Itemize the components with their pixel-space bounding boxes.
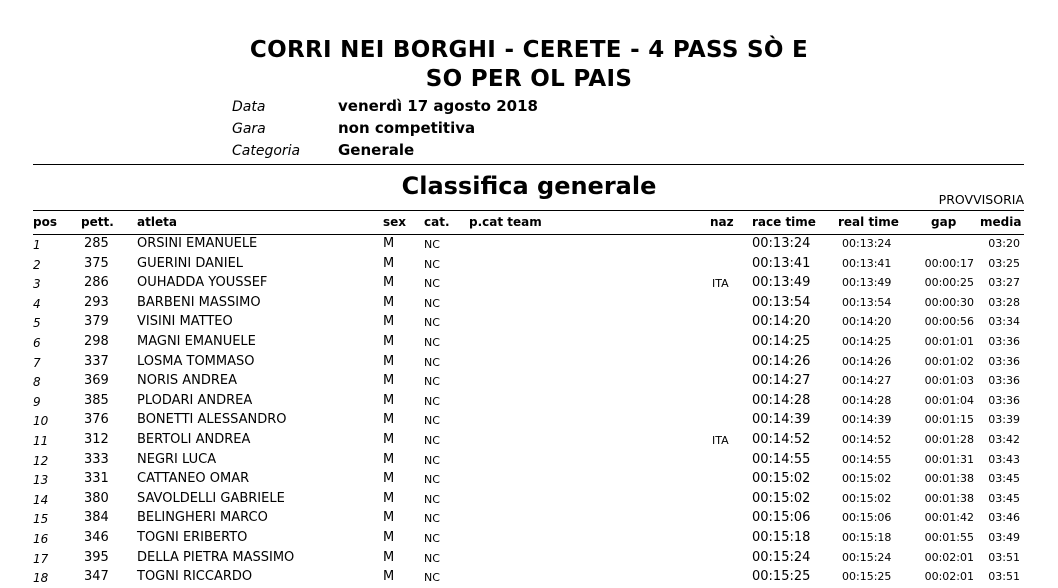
cell-race-time: 00:13:54: [752, 294, 811, 310]
cell-athlete-name: MAGNI EMANUELE: [137, 334, 256, 349]
cell-real-time: 00:15:24: [842, 550, 892, 564]
cell-bib-number: 379: [84, 314, 109, 330]
cell-bib-number: 376: [84, 412, 109, 428]
cell-category: NC: [424, 257, 440, 271]
cell-bib-number: 298: [84, 334, 109, 349]
cell-race-time: 00:14:25: [752, 334, 811, 349]
col-header-pcat-team: p.cat team: [469, 215, 542, 229]
table-row: [0, 235, 1058, 255]
cell-category: NC: [424, 277, 440, 291]
cell-real-time: 00:13:41: [842, 256, 892, 270]
table-row: [0, 509, 1058, 529]
cell-position: 15: [33, 512, 49, 527]
cell-pace: 03:49: [988, 531, 1020, 544]
cell-athlete-name: BARBENI MASSIMO: [137, 294, 261, 310]
cell-gap: 00:01:02: [924, 354, 974, 368]
cell-category: NC: [424, 414, 440, 428]
cell-bib-number: 395: [84, 549, 109, 565]
cell-athlete-name: OUHADDA YOUSSEF: [137, 275, 268, 291]
cell-pace: 03:45: [988, 491, 1020, 505]
table-top-divider: [33, 210, 1024, 211]
cell-sex: M: [383, 432, 395, 447]
cell-race-time: 00:14:27: [752, 373, 811, 389]
cell-pace: 03:39: [988, 413, 1020, 427]
cell-sex: M: [383, 334, 395, 349]
cell-bib-number: 333: [84, 451, 109, 467]
cell-pace: 03:46: [988, 511, 1020, 525]
cell-position: 3: [33, 277, 41, 292]
cell-nationality: ITA: [712, 277, 729, 291]
cell-pace: 03:27: [988, 276, 1020, 290]
cell-real-time: 00:13:24: [842, 237, 892, 250]
cell-athlete-name: PLODARI ANDREA: [137, 392, 253, 408]
cell-bib-number: 331: [84, 471, 109, 487]
cell-gap: 00:01:38: [924, 491, 974, 505]
cell-category: NC: [424, 532, 440, 545]
cell-pace: 03:51: [988, 550, 1020, 564]
col-header-atleta: atleta: [137, 215, 177, 229]
cell-race-time: 00:14:28: [752, 392, 811, 408]
cell-sex: M: [383, 549, 395, 565]
cell-position: 9: [33, 394, 41, 409]
cell-gap: 00:00:30: [924, 295, 974, 309]
cell-athlete-name: BELINGHERI MARCO: [137, 510, 268, 526]
cell-sex: M: [383, 490, 395, 506]
cell-position: 2: [33, 257, 41, 272]
cell-athlete-name: CATTANEO OMAR: [137, 471, 250, 487]
cell-sex: M: [383, 412, 395, 428]
cell-category: NC: [424, 512, 440, 526]
cell-race-time: 00:13:41: [752, 255, 811, 271]
cell-gap: 00:02:01: [924, 570, 974, 584]
cell-real-time: 00:14:27: [842, 374, 892, 388]
cell-gap: 00:00:25: [924, 276, 974, 290]
cell-sex: M: [383, 392, 395, 408]
cell-sex: M: [383, 373, 395, 389]
meta-value-gara: non competitiva: [338, 119, 476, 137]
cell-real-time: 00:15:02: [842, 472, 892, 486]
cell-pace: 03:34: [988, 315, 1020, 329]
cell-athlete-name: NORIS ANDREA: [137, 373, 237, 389]
cell-gap: 00:01:15: [924, 413, 974, 427]
cell-category: NC: [424, 551, 440, 565]
cell-position: 10: [33, 414, 49, 429]
cell-gap: 00:01:28: [924, 433, 974, 446]
cell-bib-number: 293: [84, 294, 109, 310]
cell-athlete-name: SAVOLDELLI GABRIELE: [137, 490, 285, 506]
cell-bib-number: 285: [84, 236, 109, 251]
cell-gap: 00:01:04: [924, 393, 974, 407]
col-header-cat: cat.: [424, 215, 450, 229]
cell-position: 6: [33, 336, 41, 350]
cell-athlete-name: GUERINI DANIEL: [137, 255, 244, 271]
cell-real-time: 00:14:52: [842, 433, 892, 446]
cell-athlete-name: DELLA PIETRA MASSIMO: [137, 549, 295, 565]
cell-position: 7: [33, 355, 41, 370]
cell-race-time: 00:15:02: [752, 471, 811, 487]
section-title: Classifica generale: [401, 172, 657, 200]
cell-race-time: 00:15:25: [752, 569, 811, 585]
cell-sex: M: [383, 255, 395, 271]
cell-position: 11: [33, 434, 49, 448]
cell-gap: 00:00:56: [924, 315, 974, 329]
cell-gap: 00:01:03: [924, 374, 974, 388]
cell-sex: M: [383, 530, 395, 545]
col-header-sex: sex: [383, 215, 407, 229]
cell-category: NC: [424, 336, 440, 349]
col-header-real-time: real time: [838, 215, 899, 229]
cell-real-time: 00:15:25: [842, 570, 892, 584]
cell-real-time: 00:13:49: [842, 276, 892, 290]
cell-gap: 00:00:17: [924, 256, 974, 270]
cell-race-time: 00:13:49: [752, 275, 811, 291]
status-label: PROVVISORIA: [938, 192, 1024, 207]
cell-gap: 00:01:42: [924, 511, 974, 525]
col-header-media: media: [980, 215, 1022, 229]
cell-position: 1: [33, 238, 41, 252]
cell-bib-number: 384: [84, 510, 109, 526]
cell-athlete-name: VISINI MATTEO: [137, 314, 233, 330]
table-row: [0, 411, 1058, 431]
cell-real-time: 00:14:39: [842, 413, 892, 427]
col-header-gap: gap: [931, 215, 957, 229]
cell-position: 4: [33, 296, 41, 311]
cell-category: NC: [424, 453, 440, 467]
cell-sex: M: [383, 294, 395, 310]
table-row: [0, 451, 1058, 471]
cell-category: NC: [424, 492, 440, 506]
cell-real-time: 00:15:02: [842, 491, 892, 505]
cell-category: NC: [424, 238, 440, 251]
document-title-line2: SO PER OL PAIS: [425, 66, 633, 92]
table-row: [0, 568, 1058, 588]
cell-race-time: 00:14:39: [752, 412, 811, 428]
cell-race-time: 00:14:26: [752, 353, 811, 369]
meta-value-data: venerdì 17 agosto 2018: [338, 97, 538, 115]
table-row: [0, 490, 1058, 510]
cell-position: 16: [33, 532, 49, 546]
table-row: [0, 529, 1058, 549]
cell-pace: 03:36: [988, 393, 1020, 407]
table-row: [0, 470, 1058, 490]
meta-label-categoria: Categoria: [232, 143, 301, 159]
cell-athlete-name: TOGNI ERIBERTO: [137, 530, 248, 545]
cell-position: 8: [33, 375, 41, 390]
cell-gap: 00:01:38: [924, 472, 974, 486]
cell-bib-number: 385: [84, 392, 109, 408]
cell-pace: 03:45: [988, 472, 1020, 486]
cell-pace: 03:42: [988, 433, 1020, 446]
cell-position: 12: [33, 453, 49, 468]
table-row: [0, 274, 1058, 294]
cell-pace: 03:36: [988, 354, 1020, 368]
cell-real-time: 00:13:54: [842, 295, 892, 309]
cell-category: NC: [424, 571, 440, 585]
table-row: [0, 392, 1058, 412]
table-row: [0, 294, 1058, 314]
cell-real-time: 00:15:18: [842, 531, 892, 544]
cell-athlete-name: NEGRI LUCA: [137, 451, 217, 467]
header-divider: [33, 164, 1024, 165]
col-header-naz: naz: [710, 215, 734, 229]
cell-race-time: 00:13:24: [752, 236, 811, 251]
col-header-race-time: race time: [752, 215, 816, 229]
cell-race-time: 00:15:02: [752, 490, 811, 506]
cell-gap: 00:01:55: [924, 531, 974, 544]
cell-athlete-name: BONETTI ALESSANDRO: [137, 412, 287, 428]
cell-sex: M: [383, 510, 395, 526]
cell-gap: 00:02:01: [924, 550, 974, 564]
table-row: [0, 333, 1058, 353]
cell-bib-number: 369: [84, 373, 109, 389]
cell-pace: 03:20: [988, 237, 1020, 250]
cell-real-time: 00:14:26: [842, 354, 892, 368]
cell-real-time: 00:14:28: [842, 393, 892, 407]
table-row: [0, 431, 1058, 451]
col-header-pos: pos: [33, 215, 57, 229]
table-row: [0, 313, 1058, 333]
cell-category: NC: [424, 296, 440, 310]
cell-race-time: 00:14:52: [752, 432, 811, 447]
cell-sex: M: [383, 353, 395, 369]
cell-position: 18: [33, 571, 49, 586]
meta-value-categoria: Generale: [338, 141, 415, 159]
cell-sex: M: [383, 569, 395, 585]
cell-category: NC: [424, 355, 440, 369]
cell-real-time: 00:14:20: [842, 315, 892, 329]
cell-position: 17: [33, 551, 49, 566]
cell-pace: 03:36: [988, 335, 1020, 348]
cell-real-time: 00:14:25: [842, 335, 892, 348]
cell-category: NC: [424, 394, 440, 408]
cell-bib-number: 380: [84, 490, 109, 506]
cell-pace: 03:25: [988, 256, 1020, 270]
cell-position: 13: [33, 473, 49, 488]
cell-athlete-name: ORSINI EMANUELE: [137, 236, 258, 251]
table-row: [0, 353, 1058, 373]
cell-bib-number: 347: [84, 569, 109, 585]
cell-sex: M: [383, 314, 395, 330]
cell-pace: 03:51: [988, 570, 1020, 584]
cell-bib-number: 337: [84, 353, 109, 369]
cell-race-time: 00:14:55: [752, 451, 811, 467]
meta-label-gara: Gara: [232, 121, 266, 137]
cell-bib-number: 286: [84, 275, 109, 291]
cell-gap: 00:01:31: [924, 452, 974, 466]
cell-race-time: 00:15:24: [752, 549, 811, 565]
cell-sex: M: [383, 471, 395, 487]
cell-position: 5: [33, 316, 41, 331]
cell-sex: M: [383, 275, 395, 291]
cell-category: NC: [424, 316, 440, 330]
cell-pace: 03:28: [988, 295, 1020, 309]
table-row: [0, 255, 1058, 275]
table-row: [0, 549, 1058, 569]
cell-sex: M: [383, 451, 395, 467]
cell-category: NC: [424, 473, 440, 487]
cell-bib-number: 346: [84, 530, 109, 545]
cell-athlete-name: TOGNI RICCARDO: [137, 569, 253, 585]
col-header-pett: pett.: [81, 215, 114, 229]
cell-gap: 00:01:01: [924, 335, 974, 348]
cell-category: NC: [424, 434, 440, 447]
cell-athlete-name: LOSMA TOMMASO: [137, 353, 255, 369]
cell-pace: 03:36: [988, 374, 1020, 388]
cell-race-time: 00:14:20: [752, 314, 811, 330]
meta-label-data: Data: [232, 99, 266, 115]
cell-real-time: 00:14:55: [842, 452, 892, 466]
cell-bib-number: 312: [84, 432, 109, 447]
cell-nationality: ITA: [712, 434, 729, 447]
cell-position: 14: [33, 492, 49, 507]
cell-sex: M: [383, 236, 395, 251]
cell-race-time: 00:15:06: [752, 510, 811, 526]
cell-athlete-name: BERTOLI ANDREA: [137, 432, 251, 447]
cell-pace: 03:43: [988, 452, 1020, 466]
table-row: [0, 372, 1058, 392]
cell-real-time: 00:15:06: [842, 511, 892, 525]
cell-bib-number: 375: [84, 255, 109, 271]
cell-category: NC: [424, 375, 440, 389]
cell-race-time: 00:15:18: [752, 530, 811, 545]
document-title-line1: CORRI NEI BORGHI - CERETE - 4 PASS SÒ E: [249, 37, 809, 63]
